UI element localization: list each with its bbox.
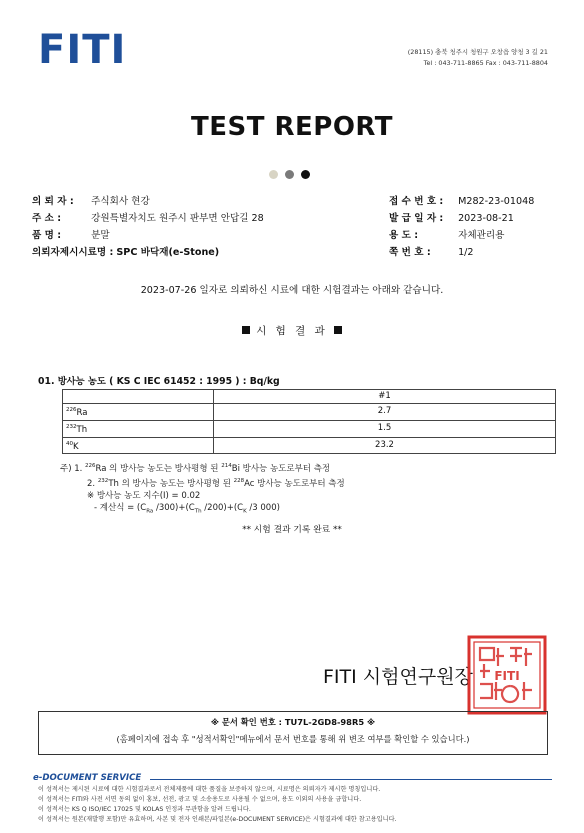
table-row <box>63 404 556 421</box>
dot-icon <box>285 170 294 179</box>
table-corner-cell <box>63 390 214 404</box>
section-heading <box>0 323 584 338</box>
results-table <box>62 389 556 454</box>
footer-line: 이 성적서는 제시된 시료에 대한 시험결과로서 전체제품에 대한 품질을 보증하지 않으며, 시료명은 의뢰자가 제시한 명칭입니다. <box>38 786 381 793</box>
nuclide-value: 1.5 <box>214 420 556 437</box>
note-line: 2. $^{232}$Th 의 방사능 농도는 방사평형 된 $^{228}$Ac 방사능 농도로부터 측정 <box>87 477 345 489</box>
seal-text: FITI <box>494 669 520 683</box>
column-header: #1 <box>214 390 556 404</box>
contact-line: Tel : 043-711-8865 Fax : 043-711-8804 <box>423 59 548 67</box>
info-row-purpose: 용 도 : 자체관리용 <box>389 230 505 241</box>
nuclide-label: $^{40}$K <box>63 437 214 454</box>
info-row-receipt-no: 접 수 번 호 : M282-23-01048 <box>389 196 535 207</box>
table-row <box>63 420 556 437</box>
info-row-product: 품 명 : 분말 <box>32 230 110 241</box>
info-row-client: 의 뢰 자 : 주식회사 현강 <box>32 196 150 207</box>
intro-text: 2023-07-26 일자로 의뢰하신 시료에 대한 시험결과는 아래와 같습니다. <box>140 285 444 296</box>
nuclide-label: $^{226}$Ra <box>63 404 214 421</box>
info-row-page: 쪽 번 호 : 1/2 <box>389 247 474 258</box>
nuclide-value: 23.2 <box>214 437 556 454</box>
info-row-address: 주 소 : 강원특별자치도 원주시 판부면 안답길 28 <box>32 213 264 224</box>
address-line: (28115) 충북 청주시 청원구 오창읍 양청 3 길 21 <box>407 48 548 56</box>
info-row-issue-date: 발 급 일 자 : 2023-08-21 <box>389 213 514 224</box>
nuclide-value: 2.7 <box>214 404 556 421</box>
receipt-info <box>389 193 534 261</box>
square-bullet-icon <box>242 326 250 334</box>
edoc-heading: e-DOCUMENT SERVICE <box>33 773 142 783</box>
footer-line: 이 성적서는 FITI와 사전 서면 동의 없이 홍보, 선전, 광고 및 소송용도로 사용될 수 없으며, 용도 이외의 사용을 금합니다. <box>38 796 362 803</box>
info-row-sample: 의뢰자제시시료명 : SPC 바닥재(e-Stone) <box>32 247 220 258</box>
table-row <box>63 437 556 454</box>
formula-line: - 계산식 = ($C_{Ra}$ $/300)+(C_{Th}$ $/200)+(C_K$ /3 000) <box>94 502 280 515</box>
table-header-row <box>63 390 556 404</box>
fiti-logo <box>38 28 126 72</box>
test-item-title: 01. 방사능 농도 ( KS C IEC 61452 : 1995 ) : Bq/kg <box>38 376 280 387</box>
divider <box>150 779 552 780</box>
section-title: 시 험 결 과 <box>256 325 328 337</box>
footer-disclaimer <box>38 785 397 825</box>
square-bullet-icon <box>334 326 342 334</box>
nuclide-label: $^{232}$Th <box>63 420 214 437</box>
note-line: ※ 방사능 농도 지수(I) = 0.02 <box>87 490 201 501</box>
client-info <box>32 193 264 261</box>
document-description: (홈페이지에 접속 후 "성적서확인"메뉴에서 문서 번호를 통해 위 변조 여부를 확인할 수 있습니다.) <box>116 734 470 744</box>
document-number: ※ 문서 확인 번호 : TU7L-2GD8-98R5 ※ <box>210 717 376 727</box>
organization-name: FITI 시험연구원장 <box>323 666 473 688</box>
decorative-dots <box>269 164 317 183</box>
dot-icon <box>301 170 310 179</box>
footer-line: 이 성적서는 KS Q ISO/IEC 17025 및 KOLAS 인정과 무관함을 알려 드립니다. <box>38 806 251 813</box>
logo-text: FITI <box>38 27 127 73</box>
notes <box>60 460 345 517</box>
dot-icon <box>269 170 278 179</box>
official-seal-stamp <box>466 634 548 716</box>
note-line: 주) 1. $^{226}$Ra 의 방사능 농도는 방사평형 된 $^{214}$Bi 방사능 농도로부터 측정 <box>60 463 331 474</box>
report-title: TEST REPORT <box>190 112 394 142</box>
footer-line: 이 성적서는 원본(재발행 포함)만 유효하며, 사본 및 전자 인쇄본/파일본(e-DOCUMENT SERVICE)은 시험결과에 대한 참고용입니다. <box>38 816 397 823</box>
company-address <box>330 47 548 69</box>
end-of-results: ** 시험 결과 기록 완료 ** <box>242 525 342 535</box>
